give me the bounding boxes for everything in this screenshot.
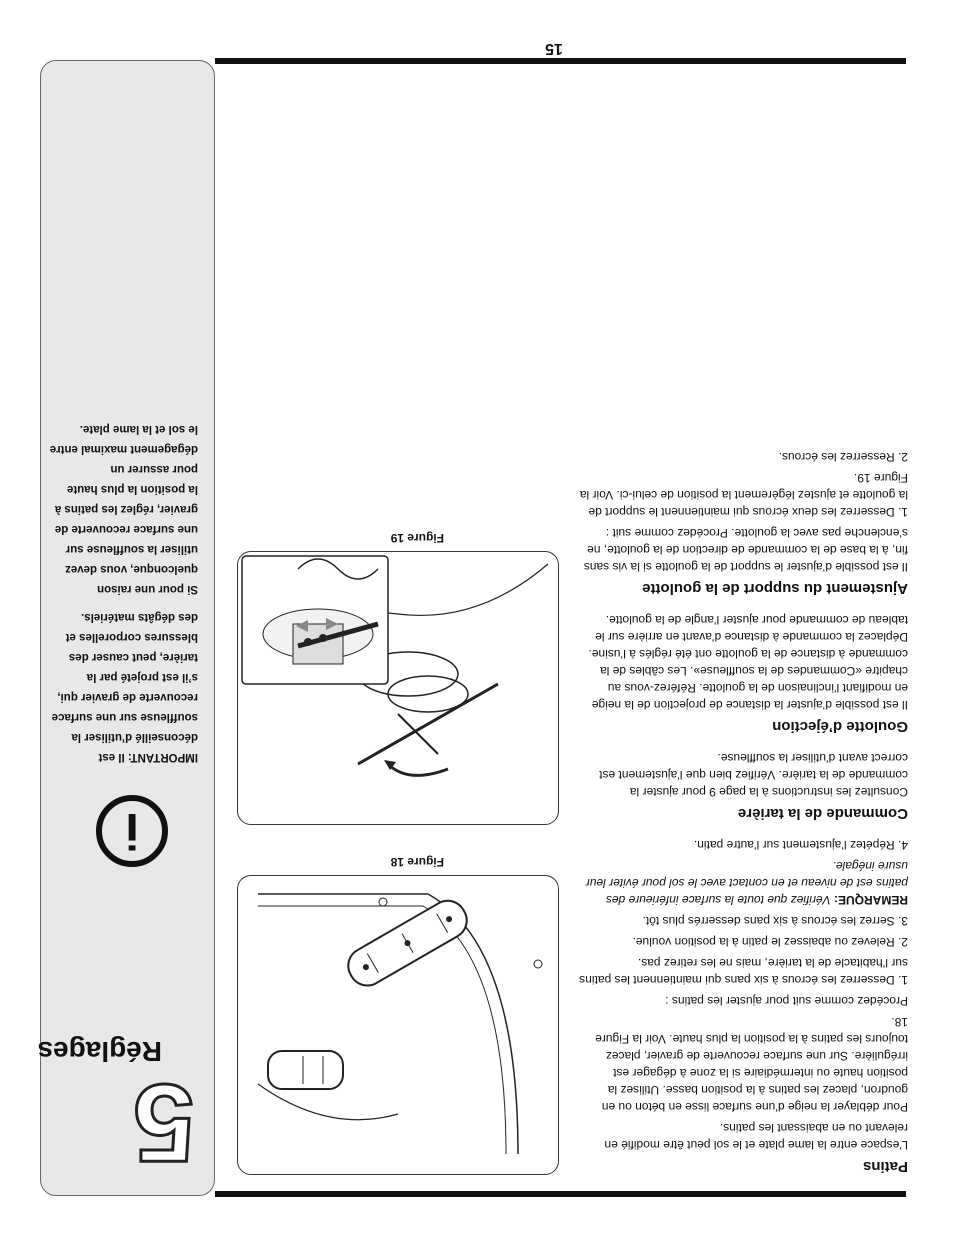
chapter-number: 5 xyxy=(133,1061,195,1184)
patins-step-1: 1. Desserrez les écrous à six pans qui maintiennent les patins sur l’habitacle de la tarière, mais ne les retirez pas. xyxy=(579,956,908,987)
important-note: IMPORTANT: Il est déconseillé d’utiliser la souffleuse sur une surface recouverte de gravier qui, s’il est projeté par la tarière, peut causer des blessures corporelles et des dégâts matériels. xyxy=(51,611,198,763)
figure-18-frame xyxy=(237,875,559,1175)
hex-nut xyxy=(379,898,387,906)
patins-step-2: 2. Relevez ou abaissez le patin à la position voulue. xyxy=(632,935,908,949)
info-icon: i xyxy=(96,795,168,867)
support-step-2: 2. Resserrez les écrous. xyxy=(778,450,908,464)
note-label: REMARQUE: xyxy=(834,893,908,907)
support-step-1: 1. Desserrez les deux écrous qui maintiennent le support de la goulotte et ajustez légèrement la position de celui-ci. Voir la Figure 19. xyxy=(579,471,908,519)
patins-heading: Patins xyxy=(862,1158,908,1175)
header-rule xyxy=(215,1191,906,1197)
patins-steps-intro: Procédez comme suit pour ajuster les patins : xyxy=(665,994,908,1008)
footer-rule xyxy=(215,58,906,64)
note-text: Vérifiez que toute la surface inférieure des patins est de niveau et en contact avec le sol pour éviter leur usure inégale. xyxy=(585,859,908,907)
auger-body: Consultez les instructions à la page 9 pour ajuster la commande de la tarière. Vérifiez bien que l’ajustement est correct avant d’utiliser la souffleuse. xyxy=(599,751,908,799)
figure-19-frame xyxy=(237,551,559,825)
skid-shoe-side xyxy=(268,1051,343,1089)
support-heading: Ajustement du support de la goulotte xyxy=(642,580,908,597)
chute-support-illustration xyxy=(238,552,558,824)
sidebar-notes xyxy=(48,411,198,767)
skid-shoe-illustration xyxy=(238,876,558,1174)
support-body: Il est possible d’ajuster le support de la goulotte si la vis sans fin, à la base de la commande de direction de la goulotte, ne s’enclenche pas avec la goulotte. Procédez comme suit : xyxy=(583,526,908,574)
page-number: 15 xyxy=(545,40,563,57)
figure-19-caption: Figure 19 xyxy=(390,531,444,545)
patins-step-3: 3. Serrez les écrous à six pans desserrés plus tôt. xyxy=(642,914,908,928)
patins-intro: L’espace entre la lame plate et le sol peut être modifié en relevant ou en abaissant les patins. xyxy=(604,1121,908,1152)
auger-heading: Commande de la tarière xyxy=(737,805,908,822)
chapter-sidebar xyxy=(37,60,215,1196)
patins-step-4: 4. Répétez l’ajustement sur l’autre patin. xyxy=(693,838,908,852)
figure-18-caption: Figure 18 xyxy=(390,855,444,869)
text-column xyxy=(578,444,908,1175)
patins-note xyxy=(578,857,908,908)
patins-body: Pour déblayer la neige d’une surface lisse en béton ou en goudron, placez les patins à la position basse. Utilisez la position haute ou intermédiaire si la zone à dégager est irrégulière. Sur une surface recouverte de gravier, placez toujours les patins à la position la plus haute. Voir la Figure 18. xyxy=(595,1015,908,1114)
chute-heading: Goulotte d’éjection xyxy=(772,718,908,735)
chute-body: Il est possible d’ajuster la distance de projection de la neige en modifiant l’inclinaison de la goulotte. Référez-vous au chapitre «Commandes de la souffleuse». Les câbles de la commande à distance de la goulotte ont été réglés à l’usine. Déplacez la commande à distance d’avant en arrière sur le tableau de commande pour ajuster l’angle de la goulotte. xyxy=(588,613,908,712)
gravel-note: Si pour une raison quelconque, vous devez utiliser la souffleuse sur une surface recouverte de gravier, réglez les patins à la position la plus haute pour assurer un dégagement maximal entre le sol et la lame plate. xyxy=(49,423,198,595)
chapter-title: Réglages xyxy=(37,1036,162,1067)
